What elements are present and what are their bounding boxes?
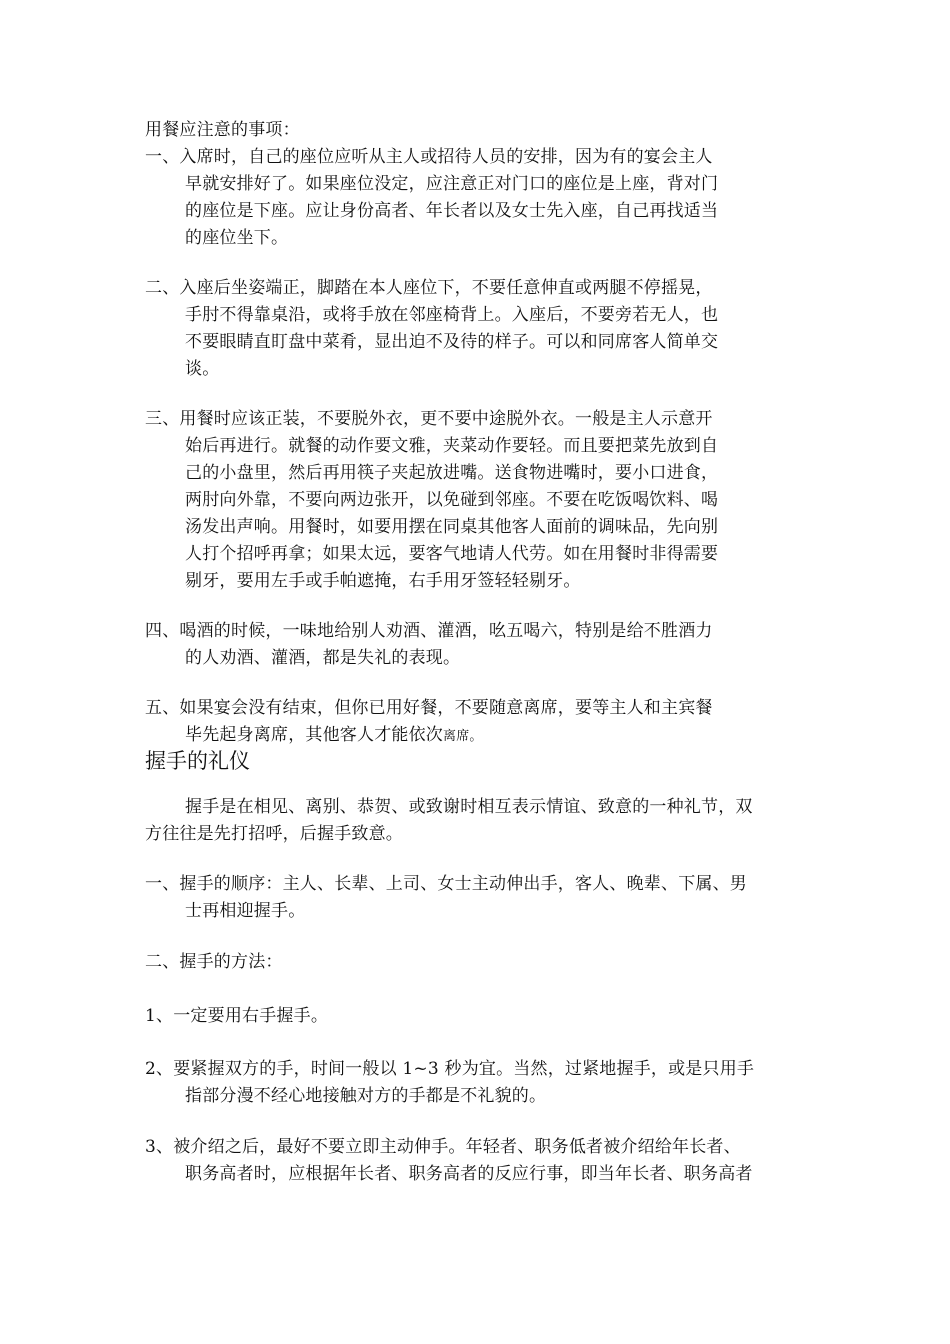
section-title: 用餐应注意的事项： — [145, 120, 300, 140]
list-item-line: 二、握手的方法： — [145, 952, 283, 972]
list-item-line: 始后再进行。就餐的动作要文雅，夹菜动作要轻。而且要把菜先放到自 — [185, 436, 719, 456]
list-item-line: 三、用餐时应该正装，不要脱外衣，更不要中途脱外衣。一般是主人示意开 — [145, 409, 713, 429]
list-item-tail: 离席。 — [443, 729, 483, 744]
list-item-line: 两肘向外靠，不要向两边张开，以免碰到邻座。不要在吃饭喝饮料、喝 — [185, 490, 719, 510]
list-item-line: 不要眼睛直盯盘中菜肴，显出迫不及待的样子。可以和同席客人简单交 — [185, 332, 719, 352]
list-item-line: 职务高者时，应根据年长者、职务高者的反应行事，即当年长者、职务高者 — [185, 1164, 753, 1184]
list-item-line: 的座位是下座。应让身份高者、年长者以及女士先入座，自己再找适当 — [185, 201, 719, 221]
list-item-line: 手肘不得靠桌沿，或将手放在邻座椅背上。入座后，不要旁若无人，也 — [185, 305, 719, 325]
list-item-line: 人打个招呼再拿；如果太远，要客气地请人代劳。如在用餐时非得需要 — [185, 544, 719, 564]
list-item-line: 剔牙，要用左手或手帕遮掩，右手用牙签轻轻剔牙。 — [185, 571, 581, 591]
list-item-line: 2、要紧握双方的手，时间一般以 1~3 秒为宜。当然，过紧地握手，或是只用手 — [145, 1059, 755, 1079]
list-item-line: 的人劝酒、灌酒，都是失礼的表现。 — [185, 648, 461, 668]
list-item-line: 指部分漫不经心地接触对方的手都是不礼貌的。 — [185, 1086, 547, 1106]
list-item-text: 毕先起身离席，其他客人才能依次 — [185, 725, 443, 745]
paragraph-line: 握手是在相见、离别、恭贺、或致谢时相互表示情谊、致意的一种礼节，双 — [185, 797, 753, 817]
list-item-line: 己的小盘里，然后再用筷子夹起放进嘴。送食物进嘴时，要小口进食， — [185, 463, 719, 483]
section-heading: 握手的礼仪 — [145, 749, 250, 773]
list-item-line: 早就安排好了。如果座位没定，应注意正对门口的座位是上座，背对门 — [185, 174, 719, 194]
list-item-line: 谈。 — [185, 359, 220, 379]
list-item-line: 二、入座后坐姿端正，脚踏在本人座位下，不要任意伸直或两腿不停摇晃， — [145, 278, 713, 298]
list-item-line: 四、喝酒的时候，一味地给别人劝酒、灌酒，吆五喝六，特别是给不胜酒力 — [145, 621, 713, 641]
list-item-line: 士再相迎握手。 — [185, 901, 306, 921]
list-item-line: 五、如果宴会没有结束，但你已用好餐，不要随意离席，要等主人和主宾餐 — [145, 698, 713, 718]
list-item-line: 的座位坐下。 — [185, 228, 289, 248]
list-item-line: 1、一定要用右手握手。 — [145, 1006, 329, 1026]
list-item-line: 汤发出声响。用餐时，如要用摆在同桌其他客人面前的调味品，先向别 — [185, 517, 719, 537]
list-item-line: 一、入席时，自己的座位应听从主人或招待人员的安排，因为有的宴会主人 — [145, 147, 713, 167]
list-item-line: 3、被介绍之后，最好不要立即主动伸手。年轻者、职务低者被介绍给年长者、 — [145, 1137, 741, 1157]
paragraph-line: 方往往是先打招呼，后握手致意。 — [145, 824, 403, 844]
list-item-line: 一、握手的顺序：主人、长辈、上司、女士主动伸出手，客人、晚辈、下属、男 — [145, 874, 747, 894]
